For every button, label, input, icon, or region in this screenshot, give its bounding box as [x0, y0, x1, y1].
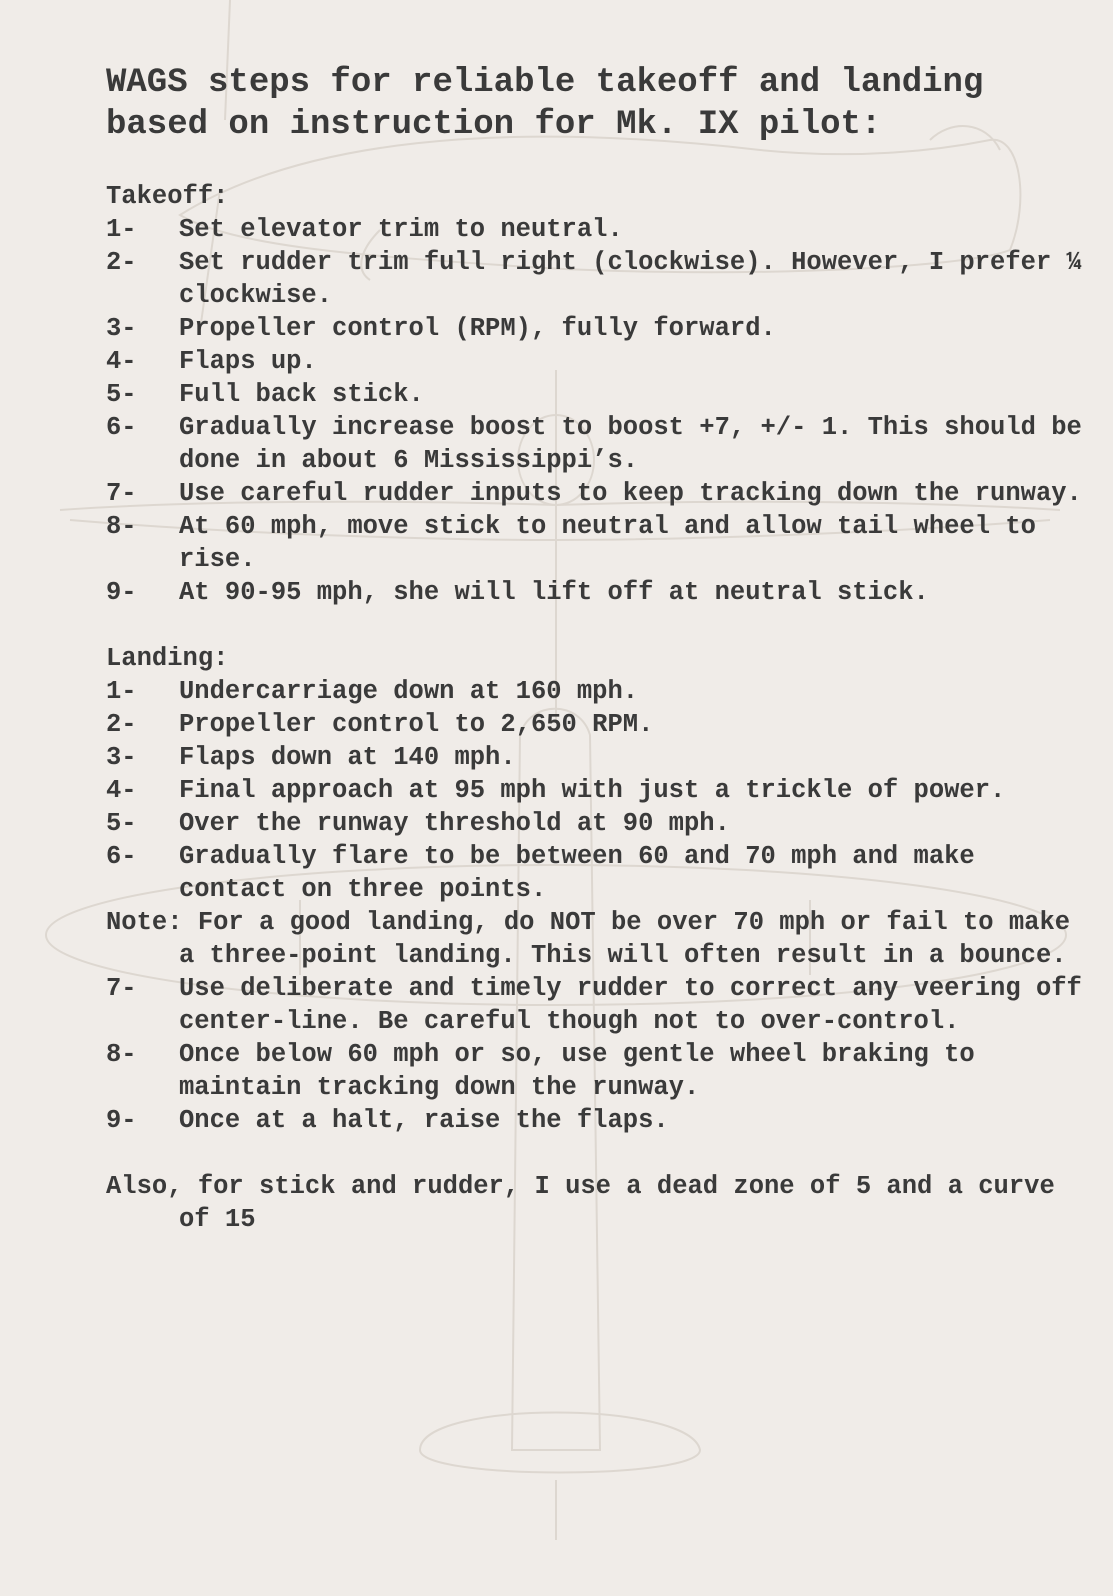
- list-item: [106, 411, 1086, 477]
- step-number: 8-: [106, 512, 137, 541]
- step-text: Use careful rudder inputs to keep tracking down the runway.: [179, 479, 1082, 508]
- step-text: Propeller control to 2,650 RPM.: [179, 710, 654, 739]
- list-item: [106, 840, 1086, 906]
- step-text: At 60 mph, move stick to neutral and allow tail wheel to rise.: [179, 512, 1036, 574]
- step-text: Flaps up.: [179, 347, 317, 376]
- step-text: Gradually flare to be between 60 and 70 mph and make contact on three points.: [179, 842, 975, 904]
- list-item: [106, 477, 1086, 510]
- step-number: 8-: [106, 1040, 137, 1069]
- step-text: Final approach at 95 mph with just a trickle of power.: [179, 776, 1006, 805]
- step-text: Undercarriage down at 160 mph.: [179, 677, 639, 706]
- step-number: 1-: [106, 677, 137, 706]
- step-number: 3-: [106, 314, 137, 343]
- step-text: Use deliberate and timely rudder to correct any veering off center-line. Be careful though not to over-control.: [179, 974, 1082, 1036]
- step-text: At 90-95 mph, she will lift off at neutral stick.: [179, 578, 929, 607]
- step-number: 9-: [106, 1106, 137, 1135]
- step-number: 7-: [106, 479, 137, 508]
- step-number: 3-: [106, 743, 137, 772]
- list-item: [106, 345, 1086, 378]
- landing-list: [106, 675, 1086, 1137]
- list-item: [106, 1038, 1086, 1104]
- document-title: WAGS steps for reliable takeoff and landing based on instruction for Mk. IX pilot:: [106, 64, 984, 144]
- list-item: [106, 576, 1086, 609]
- section-divider: [106, 609, 1086, 642]
- takeoff-heading: Takeoff:: [106, 182, 229, 211]
- list-item: [106, 708, 1086, 741]
- step-number: 5-: [106, 380, 137, 409]
- step-number: 4-: [106, 776, 137, 805]
- step-text: Propeller control (RPM), fully forward.: [179, 314, 776, 343]
- closing-remark: Also, for stick and rudder, I use a dead zone of 5 and a curve of 15: [106, 1172, 1055, 1234]
- step-number: 6-: [106, 413, 137, 442]
- step-number: 2-: [106, 248, 137, 277]
- list-item: [106, 312, 1086, 345]
- step-text: Gradually increase boost to boost +7, +/- 1. This should be done in about 6 Mississippi’s.: [179, 413, 1082, 475]
- list-item: [106, 972, 1086, 1038]
- step-number: 9-: [106, 578, 137, 607]
- step-number: 4-: [106, 347, 137, 376]
- step-number: 6-: [106, 842, 137, 871]
- document-body: [106, 62, 1086, 1236]
- takeoff-list: [106, 213, 1086, 609]
- list-item: [106, 741, 1086, 774]
- step-number: 2-: [106, 710, 137, 739]
- step-number: 7-: [106, 974, 137, 1003]
- step-number: 1-: [106, 215, 137, 244]
- landing-note: Note: For a good landing, do NOT be over 70 mph or fail to make a three-point landing. This will often result in a bounce.: [106, 908, 1071, 970]
- list-item: [106, 774, 1086, 807]
- step-text: Full back stick.: [179, 380, 424, 409]
- list-item: [106, 1104, 1086, 1137]
- list-item: [106, 213, 1086, 246]
- landing-heading: Landing:: [106, 644, 229, 673]
- step-text: Flaps down at 140 mph.: [179, 743, 516, 772]
- list-item: [106, 807, 1086, 840]
- list-item: [106, 510, 1086, 576]
- list-item: [106, 675, 1086, 708]
- step-text: Set rudder trim full right (clockwise). However, I prefer ¼ clockwise.: [179, 248, 1082, 310]
- step-text: Once at a halt, raise the flaps.: [179, 1106, 669, 1135]
- step-text: Once below 60 mph or so, use gentle wheel braking to maintain tracking down the runway.: [179, 1040, 975, 1102]
- step-text: Over the runway threshold at 90 mph.: [179, 809, 730, 838]
- step-text: Set elevator trim to neutral.: [179, 215, 623, 244]
- list-item: [106, 246, 1086, 312]
- list-item: [106, 378, 1086, 411]
- section-divider: [106, 1137, 1086, 1170]
- step-number: 5-: [106, 809, 137, 838]
